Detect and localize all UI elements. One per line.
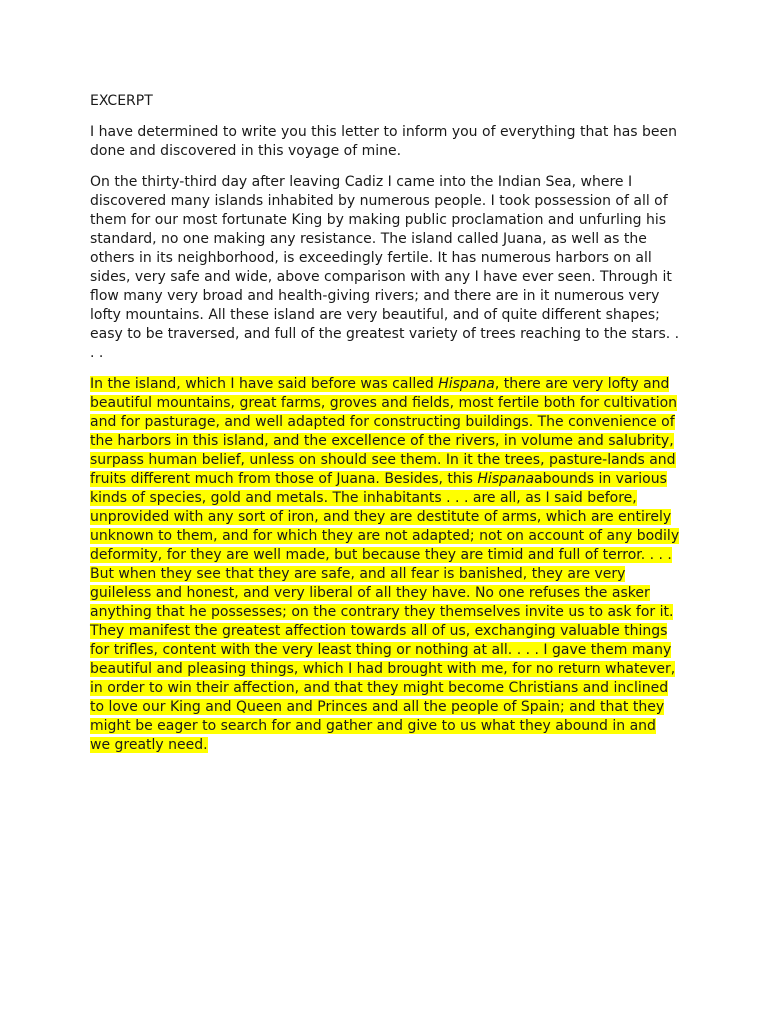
paragraph-intro: I have determined to write you this letter to inform you of everything that has been done and discovered in this voyage of mine. [90, 124, 678, 159]
paragraph-highlighted [90, 375, 680, 755]
highlight-part-1: In the island, which I have said before was called [90, 376, 439, 392]
italic-hispana-1: Hispana [438, 376, 495, 392]
highlight-part-3: abounds in various kinds of species, gold and metals. The inhabitants . . . are all, as I said before, unprovided with any sort of iron, and they are destitute of arms, which are entirely unknown to them, and for which they are not adapted; not on account of any bodily deformity, for they are well made, but because they are timid and full of terror. . . . But when they see that they are safe, and all fear is banished, they are very guileless and honest, and very liberal of all they have. No one refuses the asker anything that he possesses; on the contrary they themselves invite us to ask for it. They manifest the greatest affection towards all of us, exchanging valuable things for trifles, content with the very least thing or nothing at all. . . . I gave them many beautiful and pleasing things, which I had brought with me, for no return whatever, in order to win their affection, and that they might become Christians and inclined to love our King and Queen and Princes and all the people of Spain; and that they might be eager to search for and gather and give to us what they abound in and we greatly need. [90, 471, 680, 753]
highlight-part-2: , there are very lofty and beautiful mountains, great farms, groves and fields, most fertile both for cultivation and for pasturage, and well adapted for constructing buildings. The convenience of the harbors in this island, and the excellence of the rivers, in volume and salubrity, surpass human belief, unless on should see them. In it the trees, pasture-lands and fruits different much from those of Juana. Besides, this [90, 376, 678, 487]
italic-hispana-2: Hispana [477, 471, 535, 487]
document-page [90, 92, 680, 767]
document-heading: EXCERPT [90, 93, 153, 109]
highlighted-text [90, 376, 679, 753]
paragraph-voyage: On the thirty-third day after leaving Cadiz I came into the Indian Sea, where I discovered many islands inhabited by numerous people. I took possession of all of them for our most fortunate King by making public proclamation and unfurling his standard, no one making any resistance. The island called Juana, as well as the others in its neighborhood, is exceedingly fertile. It has numerous harbors on all sides, very safe and wide, above comparison with any I have ever seen. Through it flow many very broad and health-giving rivers; and there are in it numerous very lofty mountains. All these island are very beautiful, and of quite different shapes; easy to be traversed, and full of the greatest variety of trees reaching to the stars. . . . [90, 174, 680, 361]
